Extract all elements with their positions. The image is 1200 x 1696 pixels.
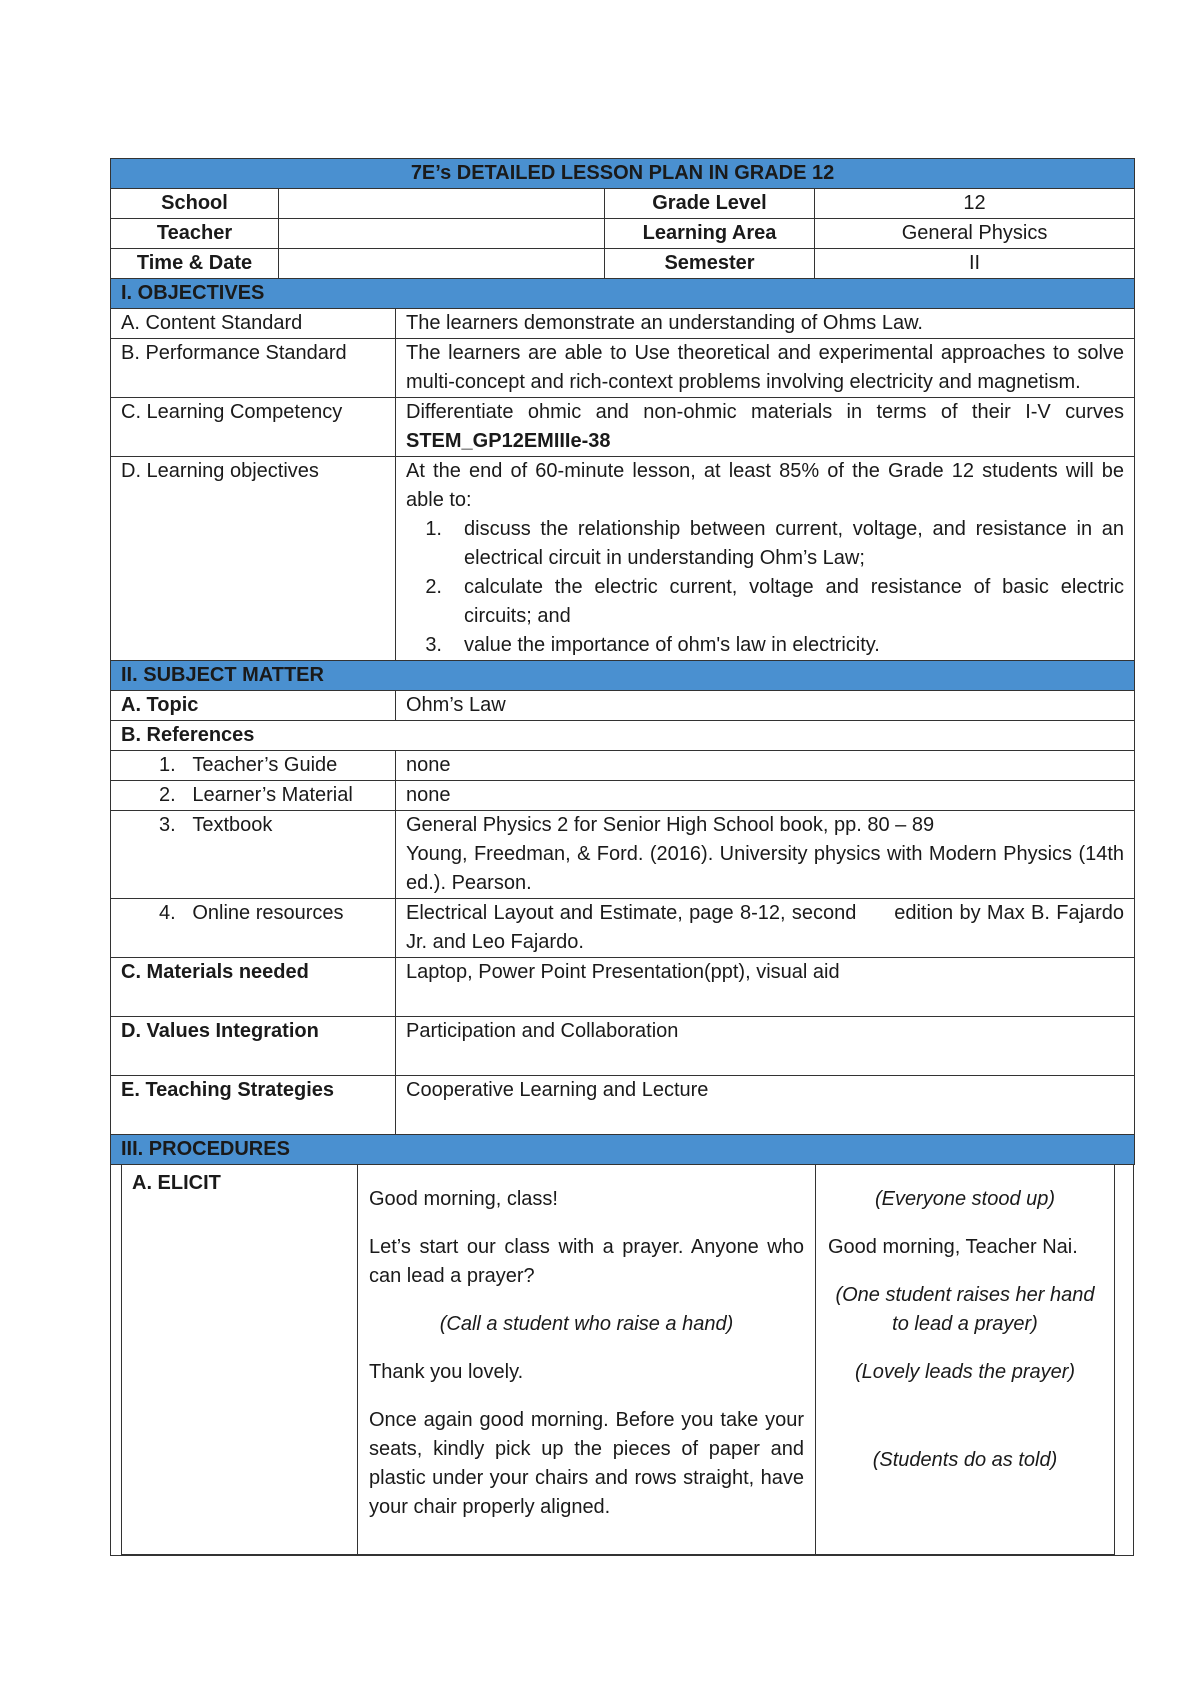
teaching-strategies-value: Cooperative Learning and Lecture [396,1076,1135,1135]
procedures-heading: III. PROCEDURES [111,1135,1135,1165]
procedures-section [110,1165,1134,1556]
teacher-line: Thank you lovely. [369,1361,524,1383]
references-label: B. References [111,721,1135,751]
procedures-table [121,1165,1115,1555]
reference-value: none [396,781,1135,811]
teacher-line: Once again good morning. Before you take your seats, kindly pick up the pieces of paper and plastic under your chairs and rows straight, have your chair properly aligned. [369,1409,804,1518]
reference-label: Teacher’s Guide [192,754,338,776]
competency-code: STEM_GP12EMIIIe-38 [406,430,611,452]
student-line: (Students do as told) [872,1449,1058,1471]
reference-item [111,751,396,781]
grade-level-value: 12 [815,189,1135,219]
reference-item [111,811,396,899]
student-line: (Everyone stood up) [874,1188,1056,1210]
reference-label: Learner’s Material [192,784,353,806]
reference-number: 3. [159,814,176,836]
values-integration-label: D. Values Integration [111,1017,396,1076]
objectives-list [406,515,1124,660]
learning-competency-label: C. Learning Competency [111,398,396,457]
subject-matter-heading: II. SUBJECT MATTER [111,661,1135,691]
student-line: Good morning, Teacher Nai. [828,1236,1078,1258]
time-date-label: Time & Date [111,249,279,279]
objectives-heading: I. OBJECTIVES [111,279,1135,309]
teacher-line: Good morning, class! [369,1188,558,1210]
list-text: value the importance of ohm's law in electricity. [464,634,880,656]
time-date-value [279,249,605,279]
list-number: 2. [425,576,442,598]
elicit-label: A. ELICIT [132,1172,221,1194]
semester-label: Semester [605,249,815,279]
learning-objectives-value [396,457,1135,661]
student-line: (One student raises her hand to lead a prayer) [835,1284,1095,1335]
list-item [406,631,1124,660]
list-number: 3. [425,634,442,656]
performance-standard-label: B. Performance Standard [111,339,396,398]
learning-area-value: General Physics [815,219,1135,249]
reference-number: 4. [159,902,176,924]
topic-label: A. Topic [111,691,396,721]
content-standard-value: The learners demonstrate an understanding of Ohms Law. [396,309,1135,339]
textbook-line-2: Young, Freedman, & Ford. (2016). University physics with Modern Physics (14th ed.). Pearson. [406,843,1125,894]
list-text: discuss the relationship between current, voltage, and resistance in an electrical circuit in understanding Ohm’s Law; [464,518,1125,569]
content-standard-label: A. Content Standard [111,309,396,339]
student-activity-column [816,1165,1114,1554]
semester-value: II [815,249,1135,279]
reference-value: none [396,751,1135,781]
textbook-line-1: General Physics 2 for Senior High School book, pp. 80 – 89 [406,814,935,836]
teacher-label: Teacher [111,219,279,249]
list-item [406,573,1124,631]
materials-label: C. Materials needed [111,958,396,1017]
reference-item [111,781,396,811]
reference-label: Online resources [192,902,344,924]
teacher-line: (Call a student who raise a hand) [439,1313,734,1335]
reference-item [111,899,396,958]
elicit-column [122,1165,358,1554]
list-text: calculate the electric current, voltage and resistance of basic electric circuits; and [464,576,1125,627]
learning-objectives-label: D. Learning objectives [111,457,396,661]
values-integration-value: Participation and Collaboration [396,1017,1135,1076]
school-value [279,189,605,219]
school-label: School [111,189,279,219]
teaching-strategies-label: E. Teaching Strategies [111,1076,396,1135]
document-title: 7E’s DETAILED LESSON PLAN IN GRADE 12 [111,159,1135,189]
lesson-plan-table [110,158,1135,1165]
performance-standard-value: The learners are able to Use theoretical and experimental approaches to solve multi-concept and rich-context problems involving electricity and magnetism. [396,339,1135,398]
learning-area-label: Learning Area [605,219,815,249]
teacher-activity-column [358,1165,816,1554]
reference-value [396,811,1135,899]
reference-label: Textbook [192,814,273,836]
list-number: 1. [425,518,442,540]
reference-number: 2. [159,784,176,806]
learning-competency-value [396,398,1135,457]
competency-text: Differentiate ohmic and non-ohmic materials in terms of their I-V curves [406,401,1125,423]
student-line: (Lovely leads the prayer) [854,1361,1076,1383]
teacher-line: Let’s start our class with a prayer. Anyone who can lead a prayer? [369,1236,804,1287]
teacher-value [279,219,605,249]
grade-level-label: Grade Level [605,189,815,219]
materials-value: Laptop, Power Point Presentation(ppt), visual aid [396,958,1135,1017]
lesson-plan-document [110,158,1134,1556]
reference-value: Electrical Layout and Estimate, page 8-12, second edition by Max B. Fajardo Jr. and Leo Fajardo. [396,899,1135,958]
list-item [406,515,1124,573]
topic-value: Ohm’s Law [396,691,1135,721]
reference-number: 1. [159,754,176,776]
objectives-intro: At the end of 60-minute lesson, at least 85% of the Grade 12 students will be able to: [406,460,1125,511]
